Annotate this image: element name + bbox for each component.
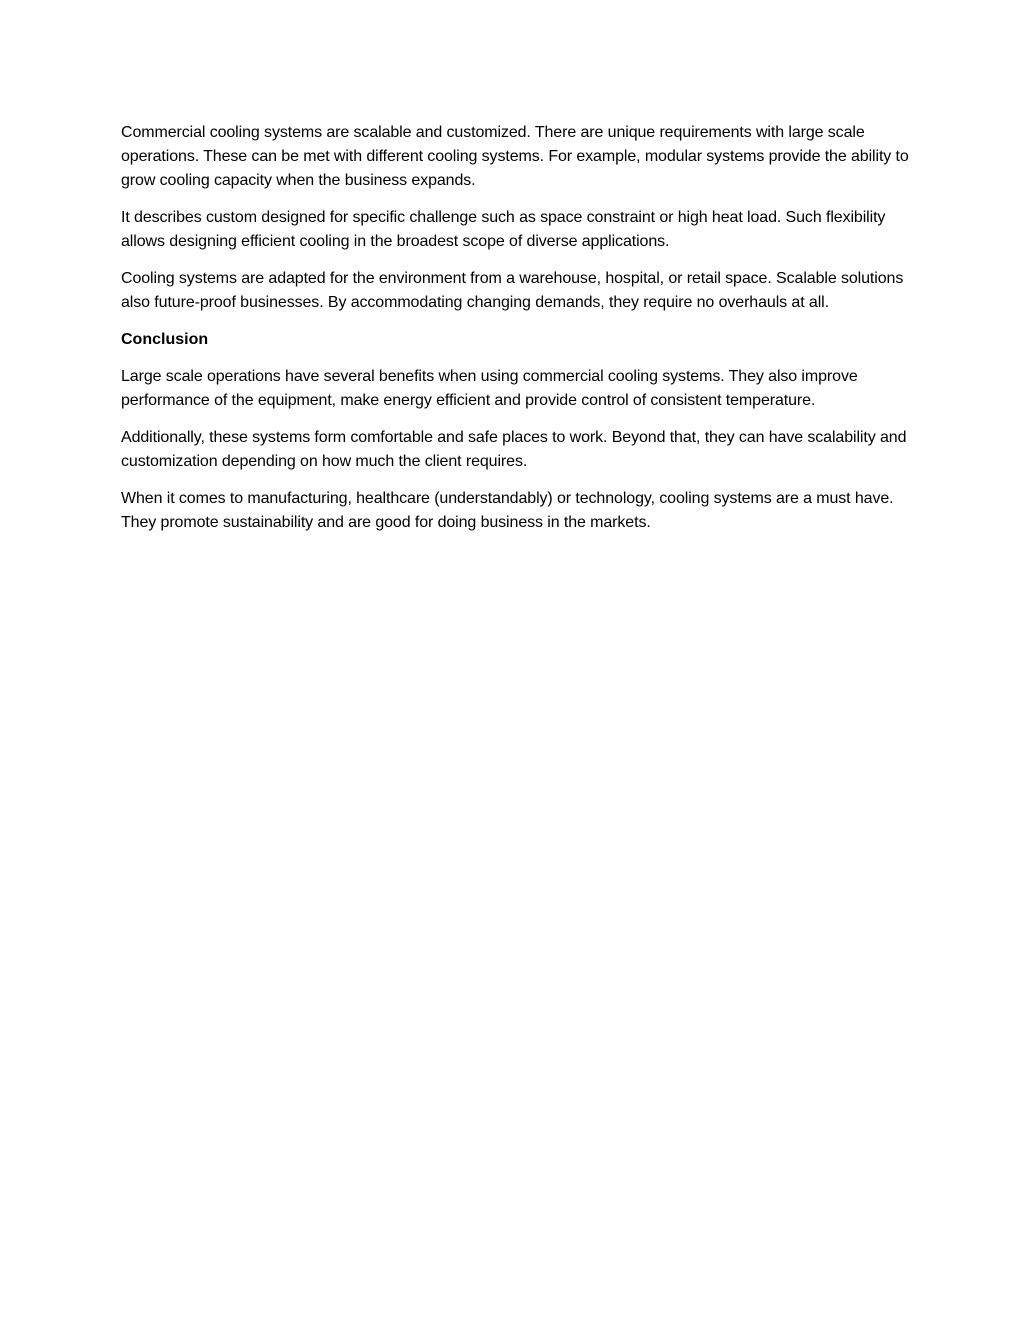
paragraph-industries: When it comes to manufacturing, healthcare (understandably) or technology, cooling systems are a must have. They promote sustainability and are good for doing business in the markets. — [121, 490, 894, 531]
paragraph-benefits: Large scale operations have several benefits when using commercial cooling systems. They also improve performance of the equipment, make energy efficient and provide control of consistent temperature. — [121, 368, 858, 409]
paragraph-workplace-safety: Additionally, these systems form comfortable and safe places to work. Beyond that, they can have scalability and customization depending on how much the client requires. — [121, 429, 907, 470]
document-page — [121, 121, 911, 548]
conclusion-heading: Conclusion — [121, 331, 209, 348]
paragraph-scalable-systems: Commercial cooling systems are scalable and customized. There are unique requirements with large scale operations. These can be met with different cooling systems. For example, modular systems provide the ability to grow cooling capacity when the business expands. — [121, 124, 909, 189]
paragraph-custom-design: It describes custom designed for specific challenge such as space constraint or high heat load. Such flexibility allows designing efficient cooling in the broadest scope of diverse applications. — [121, 209, 886, 250]
paragraph-environment-adaptation: Cooling systems are adapted for the environment from a warehouse, hospital, or retail space. Scalable solutions also future-proof businesses. By accommodating changing demands, they require no overhauls at all. — [121, 270, 904, 311]
